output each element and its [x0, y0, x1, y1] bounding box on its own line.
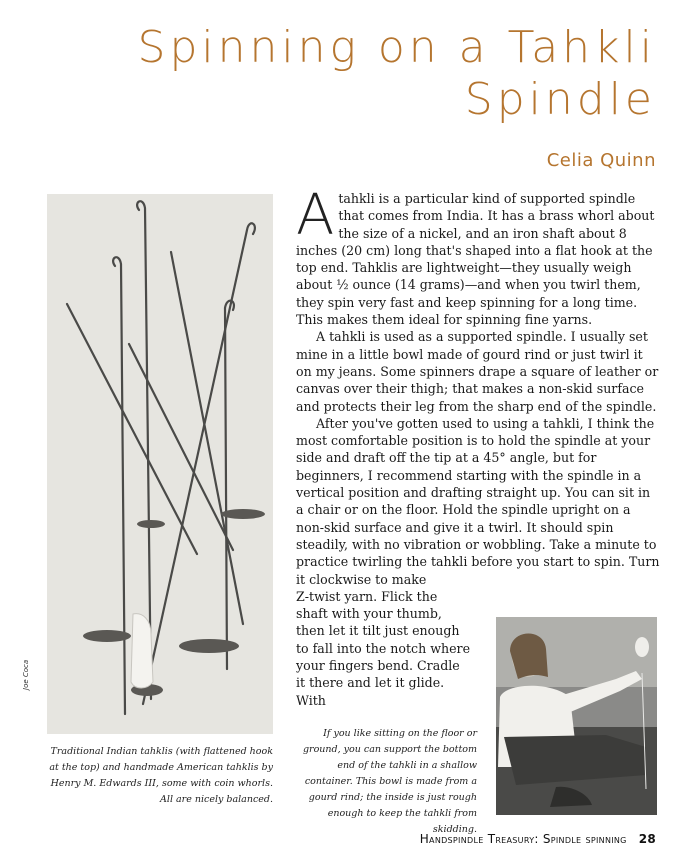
woman-spinning-image — [496, 617, 657, 815]
photo-credit: Joe Coca — [22, 659, 30, 690]
paragraph-2: A tahkli is used as a supported spindle. I usually set mine in a little bowl made of gourd rind or just twirl it on my jeans. Some spinners drape a square of leather or canvas over their thigh; that makes a non-skid surface and protects their leg from the sharp end of the spindle. — [296, 329, 659, 414]
photo-caption-left: Traditional Indian tahklis (with flattened hook at the top) and handmade American tahklis by Henry M. Edwards III, some with coin whorls. All are nicely balanced. — [49, 746, 273, 805]
page-number: 28 — [638, 832, 656, 846]
paragraph-3-continued: Z-twist yarn. Flick the shaft with your thumb, then let it tilt just enough to fall into the notch where your fingers bend. Cradle it there and let it glide. With — [296, 588, 471, 708]
page-footer — [420, 832, 656, 846]
paragraph-1-text: tahkli is a particular kind of supported spindle that comes from India. It has a brass whorl about the size of a nickel, and an iron shaft about 8 inches (20 cm) long that's shaped into a flat hook at the top end. Tahklis are lightweight—they usually weigh about ½ ounce (14 grams)—and when you twirl them, they spin very fast and keep spinning for a long time. This makes them ideal for spinning fine yarns. — [296, 191, 655, 328]
spinner-photo — [496, 617, 657, 815]
article-title — [16, 22, 656, 126]
title-line-1: Spinning on a Tahkli — [137, 22, 656, 73]
footer-section-title: Handspindle Treasury: Spindle spinning — [419, 832, 627, 846]
tahkli-spindles-image — [47, 194, 273, 734]
drop-cap: A — [296, 183, 335, 248]
photo-caption-right: If you like sitting on the floor or ground, you can support the bottom end of the tahkli in a shallow container. This bowl is made from a gourd rind; the inside is just rough enough to keep the tahkli from skidding. — [302, 728, 477, 835]
author-byline: Celia Quinn — [546, 150, 656, 171]
tahkli-photo — [47, 194, 273, 734]
paragraph-3: After you've gotten used to using a tahkli, I think the most comfortable position is to hold the spindle at your side and draft off the tip at a 45° angle, but for beginners, I recommend starting with the spindle in a vertical position and drafting straight up. You can sit in a chair or on the floor. Hold the spindle upright on a non-skid surface and give it a twirl. It should spin steadily, with no vibration or wobbling. Take a minute to practice twirling the tahkli before you start to spin. Turn it clockwise to make — [296, 415, 660, 587]
paragraph-1 — [296, 183, 660, 328]
title-line-2: Spindle — [464, 74, 656, 125]
